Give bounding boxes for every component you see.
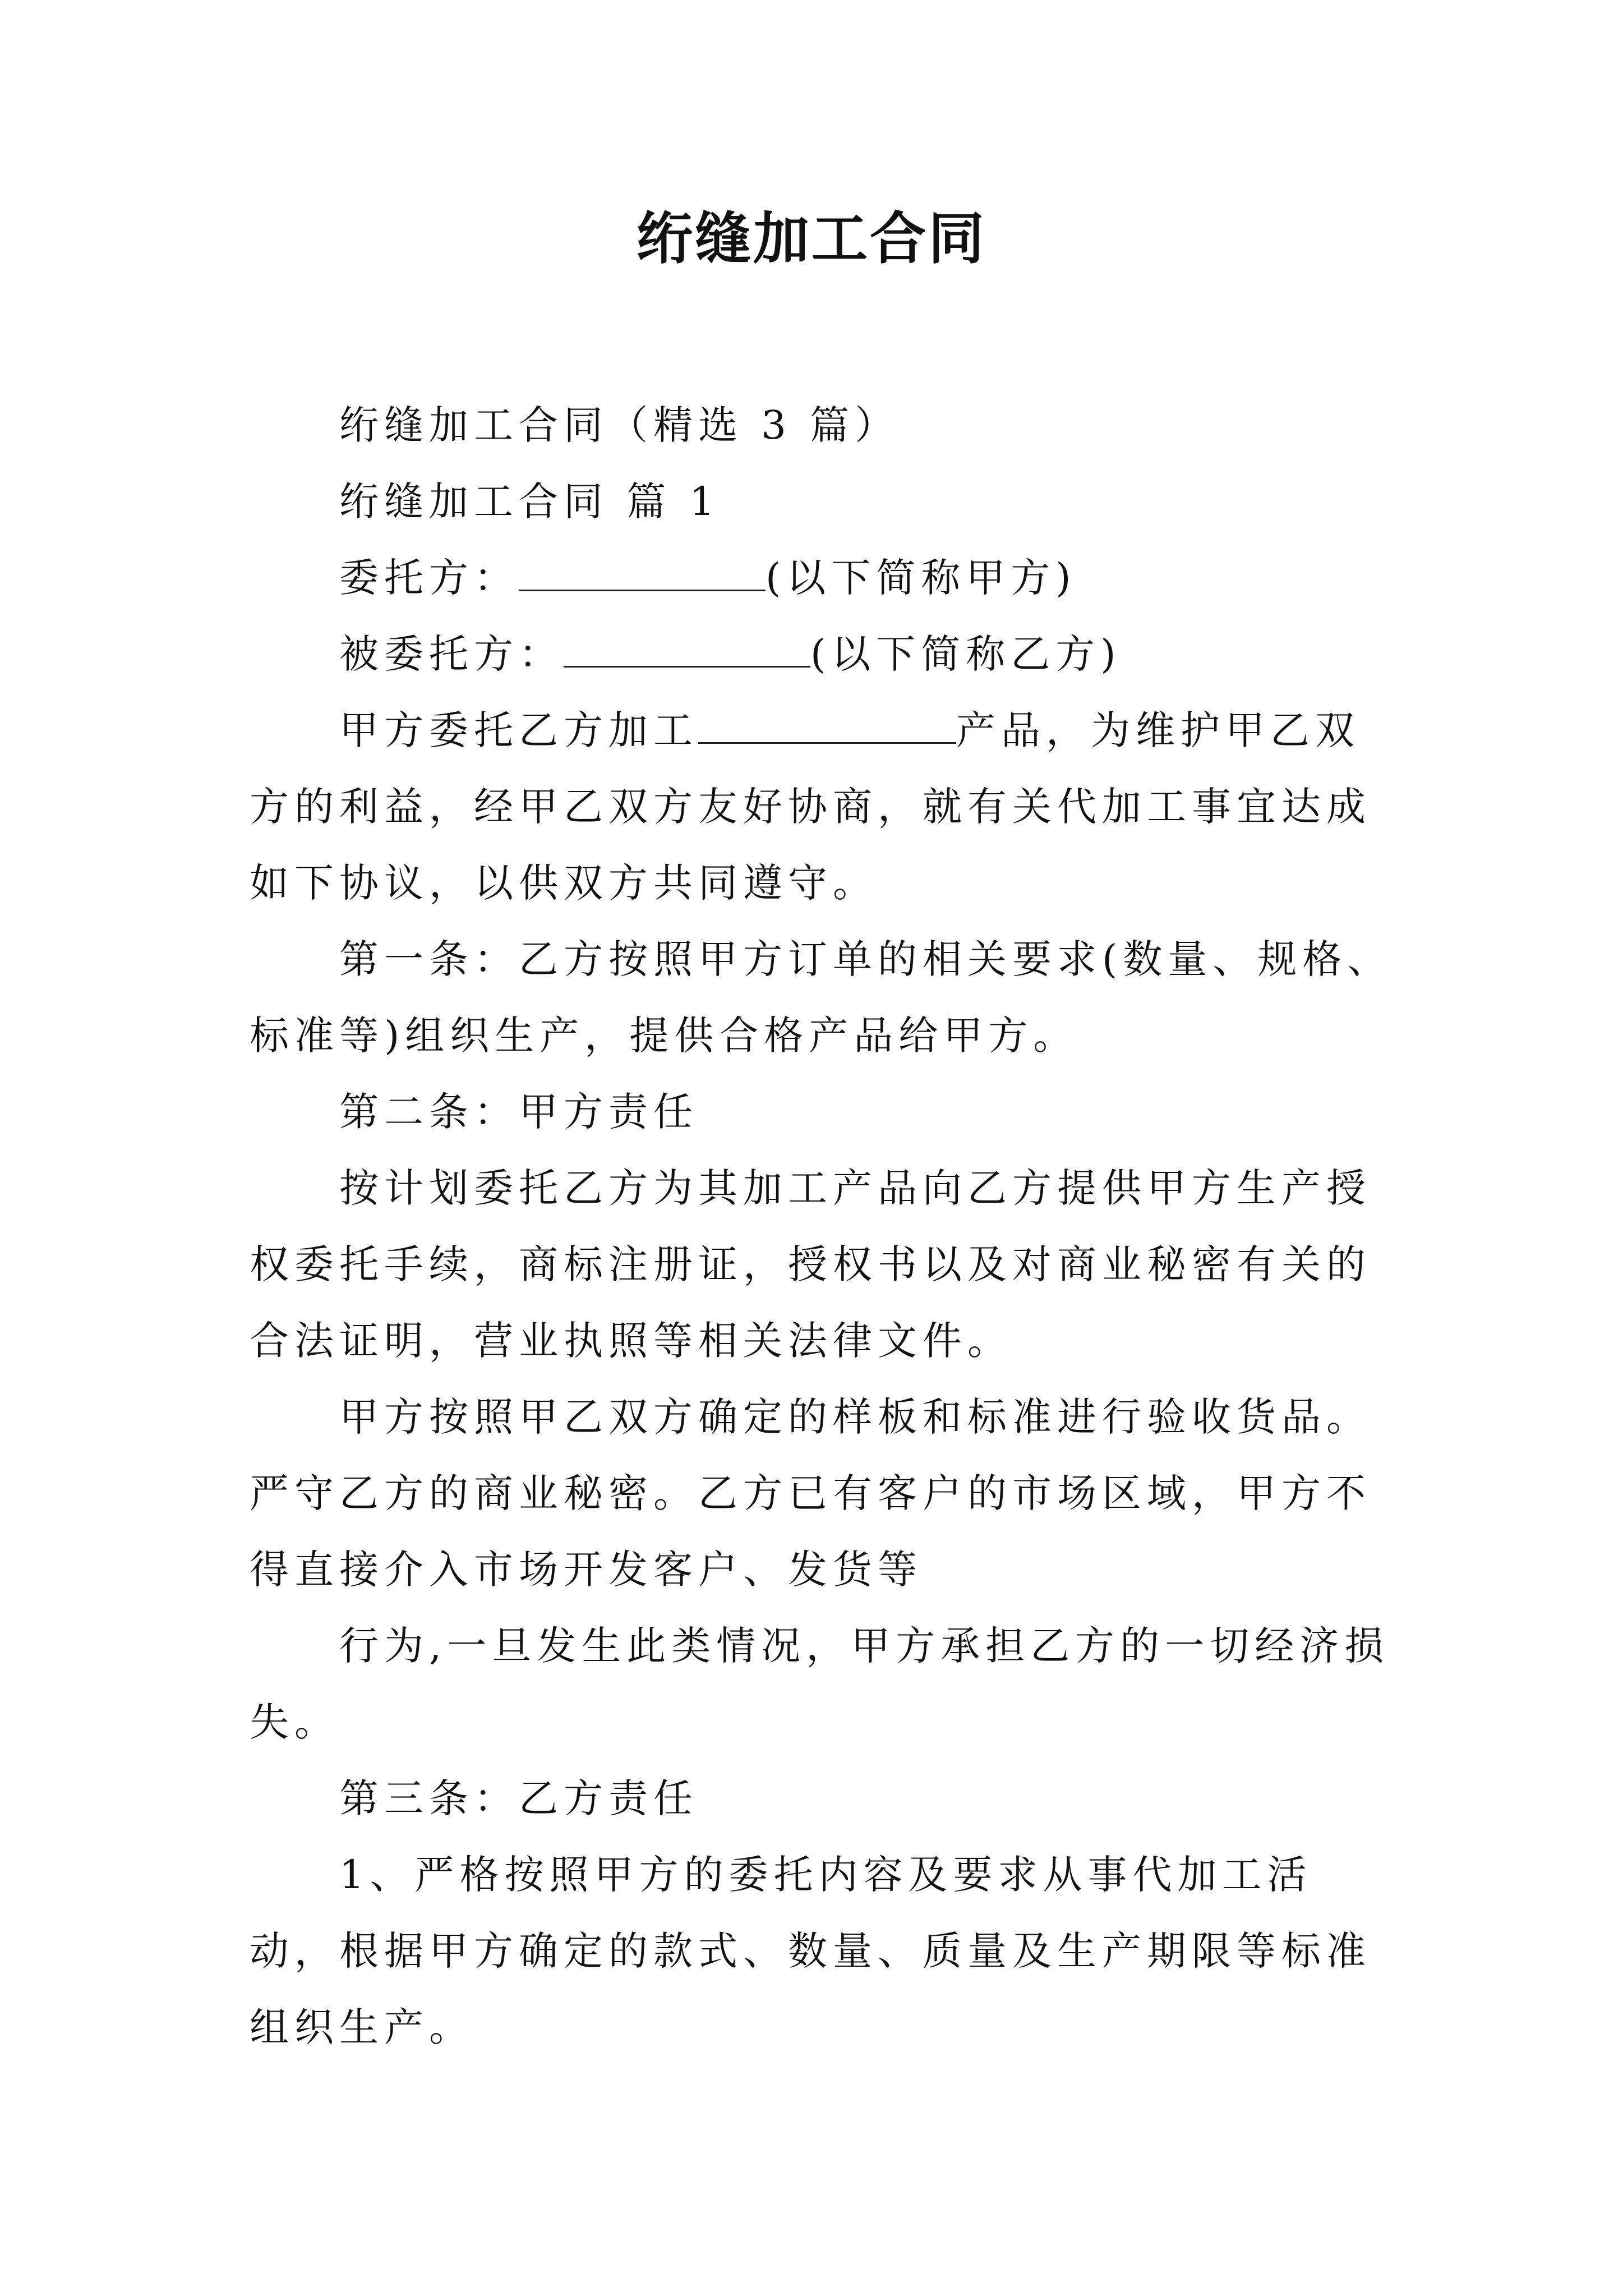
party-b-suffix: (以下简称乙方) — [810, 631, 1122, 677]
party-a-line — [250, 540, 1394, 616]
party-b-line — [250, 616, 1394, 692]
article-2-paragraph-2: 甲方按照甲乙双方确定的样板和标准进行验收货品。严守乙方的商业秘密。乙方已有客户的市场区域，甲方不得直接介入市场开发客户、发货等 — [250, 1394, 1371, 1593]
article-2-paragraph-3: 行为,一旦发生此类情况，甲方承担乙方的一切经济损失。 — [250, 1623, 1390, 1745]
intro-suffix: 产品，为维护甲乙双方的利益，经甲乙双方友好协商，就有关代加工事宜达成如下协议，以供双方共同遵守。 — [250, 707, 1371, 906]
article-3-heading: 第三条：乙方责任 — [339, 1775, 698, 1821]
article-3-item-1: 1、严格按照甲方的委托内容及要求从事代加工活动，根据甲方确定的款式、数量、质量及生产期限等标准组织生产。 — [250, 1852, 1371, 2050]
intro-paragraph — [250, 692, 1394, 921]
party-b-blank — [564, 631, 810, 668]
party-a-label: 委托方： — [339, 555, 519, 601]
section-heading: 绗缝加工合同 篇 1 — [339, 478, 721, 524]
party-a-blank — [519, 554, 766, 591]
intro-prefix: 甲方委托乙方加工 — [339, 707, 698, 753]
product-blank — [698, 707, 956, 744]
article-2-heading: 第二条：甲方责任 — [339, 1089, 698, 1135]
article-2-paragraph-1: 按计划委托乙方为其加工产品向乙方提供甲方生产授权委托手续，商标注册证，授权书以及对商业秘密有关的合法证明，营业执照等相关法律文件。 — [250, 1165, 1371, 1364]
subtitle: 绗缝加工合同（精选 3 篇） — [339, 402, 900, 448]
article-1: 第一条：乙方按照甲方订单的相关要求(数量、规格、标准等)组织生产，提供合格产品给甲方。 — [250, 936, 1393, 1059]
document-title: 绗缝加工合同 — [637, 205, 986, 272]
party-b-label: 被委托方： — [339, 631, 564, 677]
document-body — [250, 387, 1394, 2065]
party-a-suffix: (以下简称甲方) — [766, 555, 1077, 601]
